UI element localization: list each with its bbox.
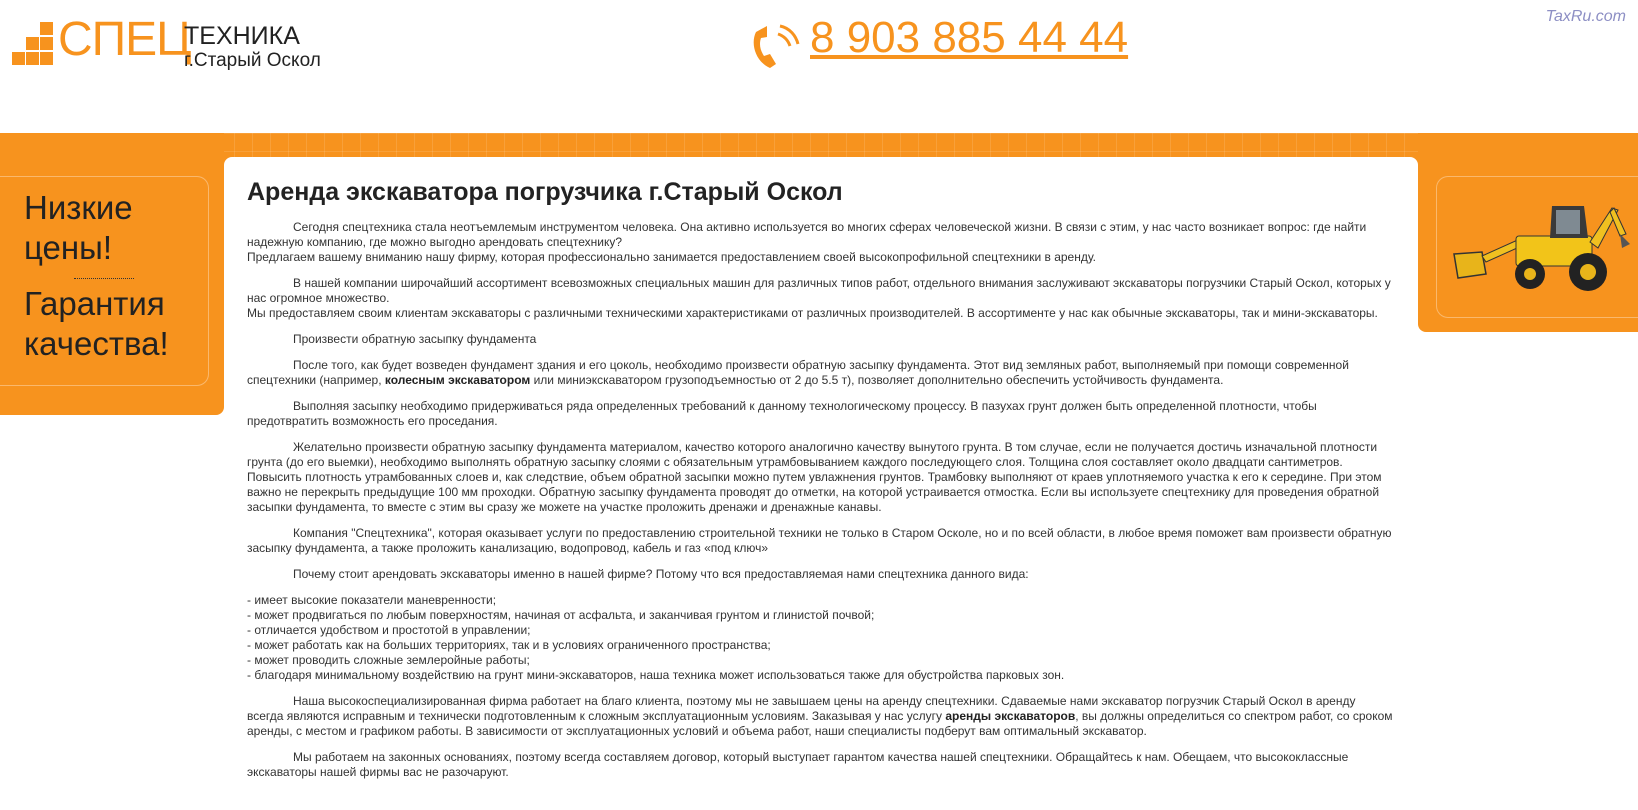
paragraph-text: Мы предоставляем своим клиентам экскаваторы с различными техническими характеристиками от различных производителей. В ассортименте у нас как обычные экскаваторы, так и мини-экскаваторы. [247, 306, 1378, 320]
paragraph [247, 276, 1393, 321]
promo-divider [74, 278, 134, 279]
excavator-rental-link[interactable]: аренды экскаваторов [945, 709, 1076, 723]
logo-spec-text: СПЕЦ [58, 13, 191, 66]
list-item: - может работать как на больших территориях, так и в условиях ограниченного пространства; [247, 638, 771, 652]
paragraph-text: Предлагаем вашему вниманию нашу фирму, которая профессионально занимается предоставлением своей высокопрофильной спецтехники в аренду. [247, 250, 1096, 264]
paragraph [247, 220, 1393, 265]
paragraph [247, 567, 1393, 582]
paragraph-text: , вы должны определиться со спектром работ, со сроком аренды, с местом и графиком работы. В зависимости от эксплуатационных условий и объема работ, наши специалисты подберут вам оптимальный экскаватор. [247, 709, 1393, 738]
feature-list [247, 593, 1393, 683]
paragraph-text: Сегодня спецтехника стала неотъемлемым инструментом человека. Она активно используется во многих сферах человеческой жизни. В связи с этим, у нас часто возникает вопрос: где найти надежную компанию, где можно выгодно арендовать спецтехнику? [247, 220, 1367, 249]
phone-handset-icon [748, 20, 804, 72]
promo-quality [24, 284, 169, 364]
paragraph [247, 358, 1393, 388]
list-item: - благодаря минимальному воздействию на грунт мини-экскаваторов, наша техника может использоваться также для обустройства парковых зон. [247, 668, 1065, 682]
list-item: - может проводить сложные землеройные работы; [247, 653, 530, 667]
paragraph [247, 750, 1393, 780]
taxru-link[interactable]: TaxRu.com [1545, 8, 1626, 25]
paragraph-text: Наша высокоспециализированная фирма работает на благо клиента, поэтому мы не завышаем цены на аренду спецтехники. Сдаваемые нами экскаватор погрузчик Старый Оскол в аренду всегда являются исправным и технически подготовленным к сложным эксплуатационным условиям. Заказывая у нас услугу [247, 694, 1356, 723]
paragraph-text: Выполняя засыпку необходимо придерживаться ряда определенных требований к данному технологическому процессу. В пазухах грунт должен быть определенной плотности, чтобы предотвратить возможность его проседания. [247, 399, 1317, 428]
promo-line-4: качества! [24, 325, 169, 362]
promo-line-1: Низкие [24, 189, 133, 226]
article-body [247, 220, 1393, 791]
list-item: - может продвигаться по любым поверхностям, начиная от асфальта, и заканчивая грунтом и глинистой почвой; [247, 608, 875, 622]
paragraph-text: Мы работаем на законных основаниях, поэтому всегда составляем договор, который выступает гарантом качества нашей спецтехники. Обращайтесь к нам. Обещаем, что высококлассные экскаваторы нашей фирмы вас не разочаруют. [247, 750, 1349, 779]
paragraph-text: В нашей компании широчайший ассортимент всевозможных специальных машин для различных типов работ, отдельного внимания заслуживают экскаваторы погрузчики Старый Оскол, которых у нас огромное множество. [247, 276, 1391, 305]
paragraph [247, 526, 1393, 556]
phone-number-link[interactable]: 8 903 885 44 44 [810, 13, 1129, 62]
page-title: Аренда экскаватора погрузчика г.Старый Оскол [247, 178, 843, 206]
excavator-loader-image [1452, 194, 1632, 294]
site-logo[interactable] [12, 13, 342, 72]
subheading: Произвести обратную засыпку фундамента [293, 332, 537, 346]
paragraph [247, 399, 1393, 429]
paragraph-text: или миниэкскаватором грузоподъемностью от 2 до 5.5 т), позволяет дополнительно обеспечить устойчивость фундамента. [530, 373, 1224, 387]
paragraph [247, 440, 1393, 515]
paragraph-text: Компания "Спецтехника", которая оказывает услуги по предоставлению строительной техники не только в Старом Осколе, но и по всей области, в любое время поможет вам произвести обратную засыпку фундамента, а также проложить канализацию, водопровод, кабель и газ «под ключ» [247, 526, 1392, 555]
list-item: - имеет высокие показатели маневренности; [247, 593, 497, 607]
promo-line-3: Гарантия [24, 285, 165, 322]
logo-city-text: г.Старый Оскол [184, 50, 321, 71]
paragraph-text: После того, как будет возведен фундамент здания и его цоколь, необходимо произвести обратную засыпку фундамента. Этот вид земляных работ, выполняемый при помощи современной спецтехники (например, [247, 358, 1349, 387]
promo-line-2: цены! [24, 229, 112, 266]
paragraph-text: Почему стоит арендовать экскаваторы именно в нашей фирме? Потому что вся предоставляемая нами спецтехника данного вида: [293, 567, 1029, 581]
list-item: - отличается удобством и простотой в управлении; [247, 623, 531, 637]
paragraph [247, 332, 1393, 347]
logo-tech-text: ТЕХНИКА [184, 22, 300, 50]
paragraph-text: Желательно произвести обратную засыпку фундамента материалом, качество которого аналогично качеству вынутого грунта. В том случае, если не получается достичь изначальной плотности грунта (до его выемки), необходимо выполнять обратную засыпку слоями с обязательным утрамбовыванием каждого последующего слоя. Толщина слоя составляет около двадцати сантиметров. Повысить плотность утрамбованных слоев и, как следствие, объем обратной засыпки можно путем увлажнения грунтов. Трамбовку выполняют от краев уплотняемого участка к его к середине. При этом важно не перекрыть предыдущие 100 мм проходки. Обратную засыпку фундамента проводят до отметки, на которой устраивается отмостка. Если вы используете спецтехнику для проведения обратной засыпки фундамента, то вместе с этим вы сразу же можете на участке проложить дренажи и дренажные канавы. [247, 440, 1382, 514]
paragraph [247, 694, 1393, 739]
promo-low-prices [24, 188, 133, 268]
logo-blocks-icon [12, 22, 60, 68]
wheeled-excavator-link[interactable]: колесным экскаватором [384, 373, 531, 387]
